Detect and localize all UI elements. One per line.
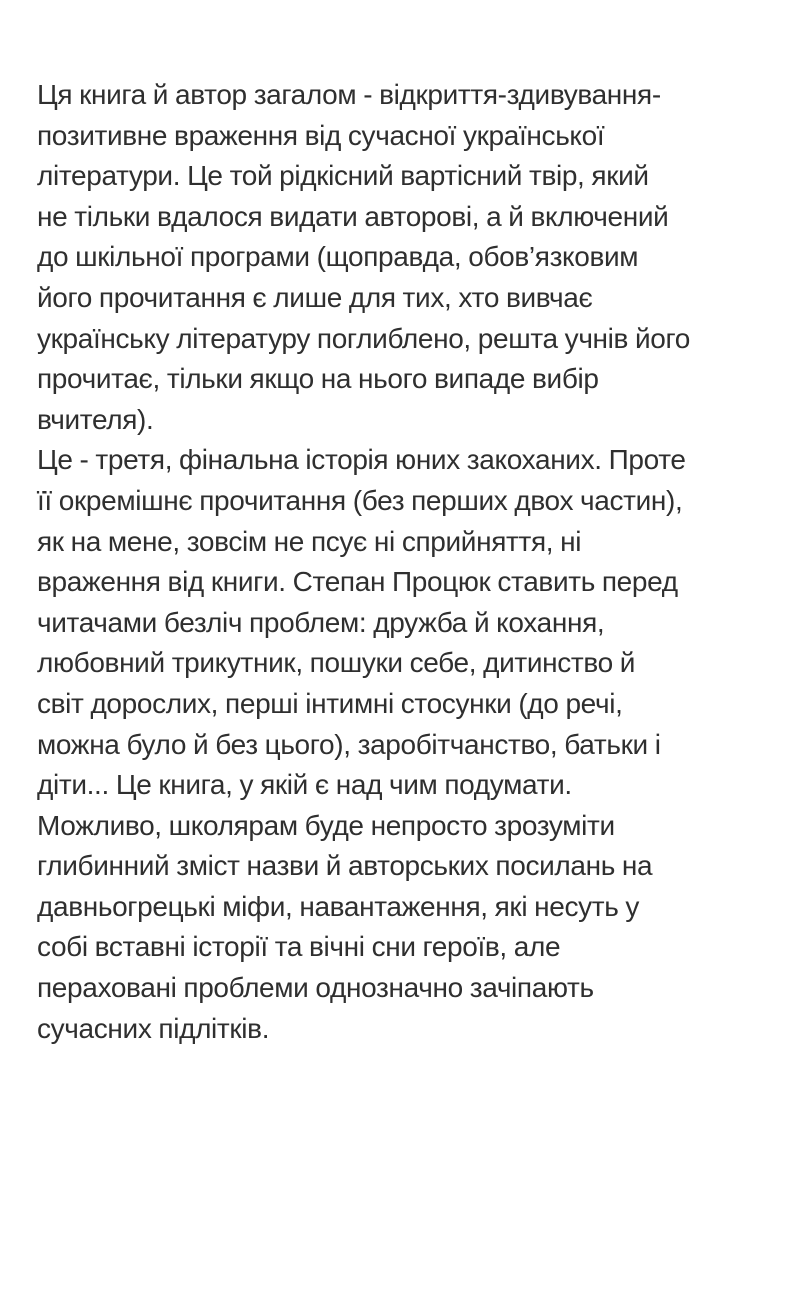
text-line-6: його прочитання є лише для тих, хто вивчає <box>37 281 593 313</box>
review-text <box>37 75 757 1049</box>
text-line-10: Це - третя, фінальна історія юних закоханих. Проте <box>37 444 686 476</box>
text-line-19: Можливо, школярам буде непросто зрозуміти <box>37 809 615 841</box>
text-line-2: позитивне враження від сучасної української <box>37 119 605 151</box>
text-line-21: давньогрецькі міфи, навантаження, які несуть у <box>37 890 640 922</box>
text-line-5: до шкільної програми (щоправда, обов’язковим <box>37 241 639 273</box>
text-line-4: не тільки вдалося видати авторові, а й включений <box>37 200 669 232</box>
text-line-9: вчителя). <box>37 403 154 435</box>
text-line-15: любовний трикутник, пошуки себе, дитинство й <box>37 647 636 679</box>
text-line-11: її окремішнє прочитання (без перших двох частин), <box>37 484 683 516</box>
text-line-20: глибинний зміст назви й авторських посилань на <box>37 850 653 882</box>
text-line-7: українську літературу поглиблено, решта учнів його <box>37 322 690 354</box>
text-line-23: пераховані проблеми однозначно зачіпають <box>37 972 594 1004</box>
text-line-22: собі вставні історії та вічні сни героїв, але <box>37 931 561 963</box>
text-line-12: як на мене, зовсім не псує ні сприйняття, ні <box>37 525 582 557</box>
text-line-8: прочитає, тільки якщо на нього випаде вибір <box>37 363 599 395</box>
text-line-13: враження від книги. Степан Процюк ставить перед <box>37 566 678 598</box>
text-line-3: літератури. Це той рідкісний вартісний твір, який <box>37 160 649 192</box>
text-line-18: діти... Це книга, у якій є над чим подумати. <box>37 769 572 801</box>
text-line-17: можна було й без цього), заробітчанство, батьки і <box>37 728 661 760</box>
text-line-24: сучасних підлітків. <box>37 1012 270 1044</box>
text-line-14: читачами безліч проблем: дружба й кохання, <box>37 606 605 638</box>
text-line-1: Ця книга й автор загалом - відкриття-здивування- <box>37 79 661 110</box>
text-line-16: світ дорослих, перші інтимні стосунки (до речі, <box>37 687 623 719</box>
